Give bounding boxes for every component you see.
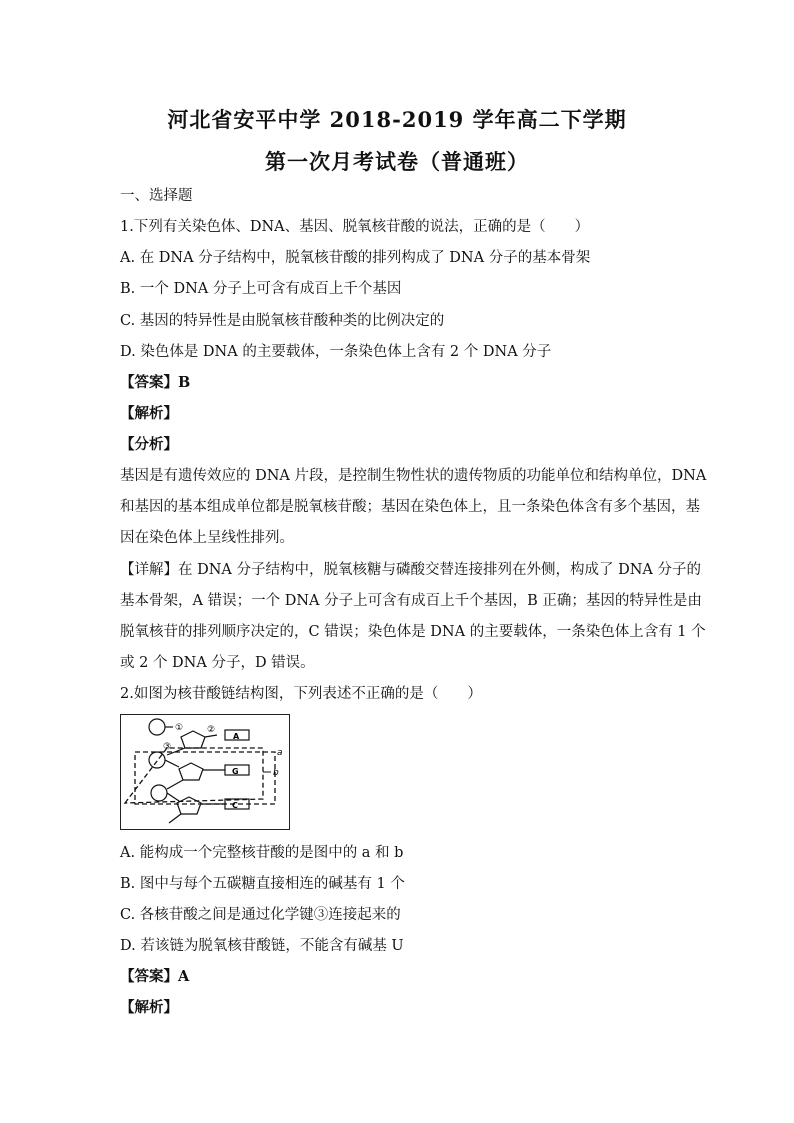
region-label: a: [277, 748, 283, 758]
q2-stem: 2.如图为核苷酸链结构图，下列表述不正确的是（ ）: [120, 686, 482, 702]
base-label: G: [232, 767, 239, 776]
phosphate-circle: [149, 719, 165, 735]
q2-option-d: D. 若该链为脱氧核苷酸链，不能含有碱基 U: [120, 938, 404, 954]
q1-option-b: B. 一个 DNA 分子上可含有成百上千个基因: [120, 281, 402, 297]
bond-label: ①: [175, 723, 184, 733]
q1-fenxi-heading: 【分析】: [120, 436, 178, 453]
q1-xiangjie-line: 或 2 个 DNA 分子，D 错误。: [120, 655, 315, 671]
exam-title-line1: 河北省安平中学 2018-2019 学年高二下学期: [167, 107, 627, 132]
q1-fenxi-line: 和基因的基本组成单位都是脱氧核苷酸；基因在染色体上，且一条染色体含有多个基因，基: [120, 499, 700, 515]
q1-analysis-heading: 【解析】: [120, 405, 178, 422]
section-heading: 一、选择题: [120, 188, 193, 204]
q2-option-c: C. 各核苷酸之间是通过化学键③连接起来的: [120, 907, 401, 923]
region-a-box: [135, 752, 275, 804]
q1-fenxi-line: 基因是有遗传效应的 DNA 片段，是控制生物性状的遗传物质的功能单位和结构单位，DNA: [120, 468, 707, 484]
region-label: b: [273, 768, 279, 778]
q1-option-a: A. 在 DNA 分子结构中，脱氧核苷酸的排列构成了 DNA 分子的基本骨架: [120, 250, 591, 266]
q1-option-c: C. 基因的特异性是由脱氧核苷酸种类的比例决定的: [120, 313, 445, 329]
q2-option-a: A. 能构成一个完整核苷酸的是图中的 a 和 b: [120, 845, 404, 861]
bond-label: ③: [163, 742, 172, 752]
pentose-sugar: [177, 797, 201, 814]
pentose-sugar: [181, 731, 205, 748]
nucleotide-chain-diagram: [121, 715, 289, 829]
base-label: A: [233, 732, 240, 741]
phosphate-circle: [151, 785, 167, 801]
q1-xiangjie-line: 【详解】在 DNA 分子结构中，脱氧核糖与磷酸交替连接排列在外侧，构成了 DNA 分子的: [120, 562, 702, 578]
phosphate-circle: [149, 752, 165, 768]
q1-option-d: D. 染色体是 DNA 的主要载体，一条染色体上含有 2 个 DNA 分子: [120, 344, 552, 360]
q1-answer: 【答案】B: [120, 374, 191, 391]
q2-analysis-heading: 【解析】: [120, 999, 178, 1016]
q2-option-b: B. 图中与每个五碳糖直接相连的碱基有 1 个: [120, 876, 405, 892]
q1-fenxi-line: 因在染色体上呈线性排列。: [120, 530, 294, 546]
nucleotide-chain-figure: [120, 714, 290, 830]
exam-title-line2: 第一次月考试卷（普通班）: [265, 149, 529, 174]
base-label: C: [232, 801, 238, 810]
q1-xiangjie-line: 脱氧核苷的排列顺序决定的，C 错误；染色体是 DNA 的主要载体，一条染色体上含有 1 个: [120, 624, 706, 640]
pentose-sugar: [179, 763, 203, 780]
q2-answer: 【答案】A: [120, 968, 190, 985]
q1-stem: 1.下列有关染色体、DNA、基因、脱氧核苷酸的说法，正确的是（ ）: [120, 219, 590, 235]
bond-label: ②: [207, 725, 216, 735]
q1-xiangjie-line: 基本骨架，A 错误；一个 DNA 分子上可含有成百上千个基因，B 正确；基因的特异性是由: [120, 593, 702, 609]
